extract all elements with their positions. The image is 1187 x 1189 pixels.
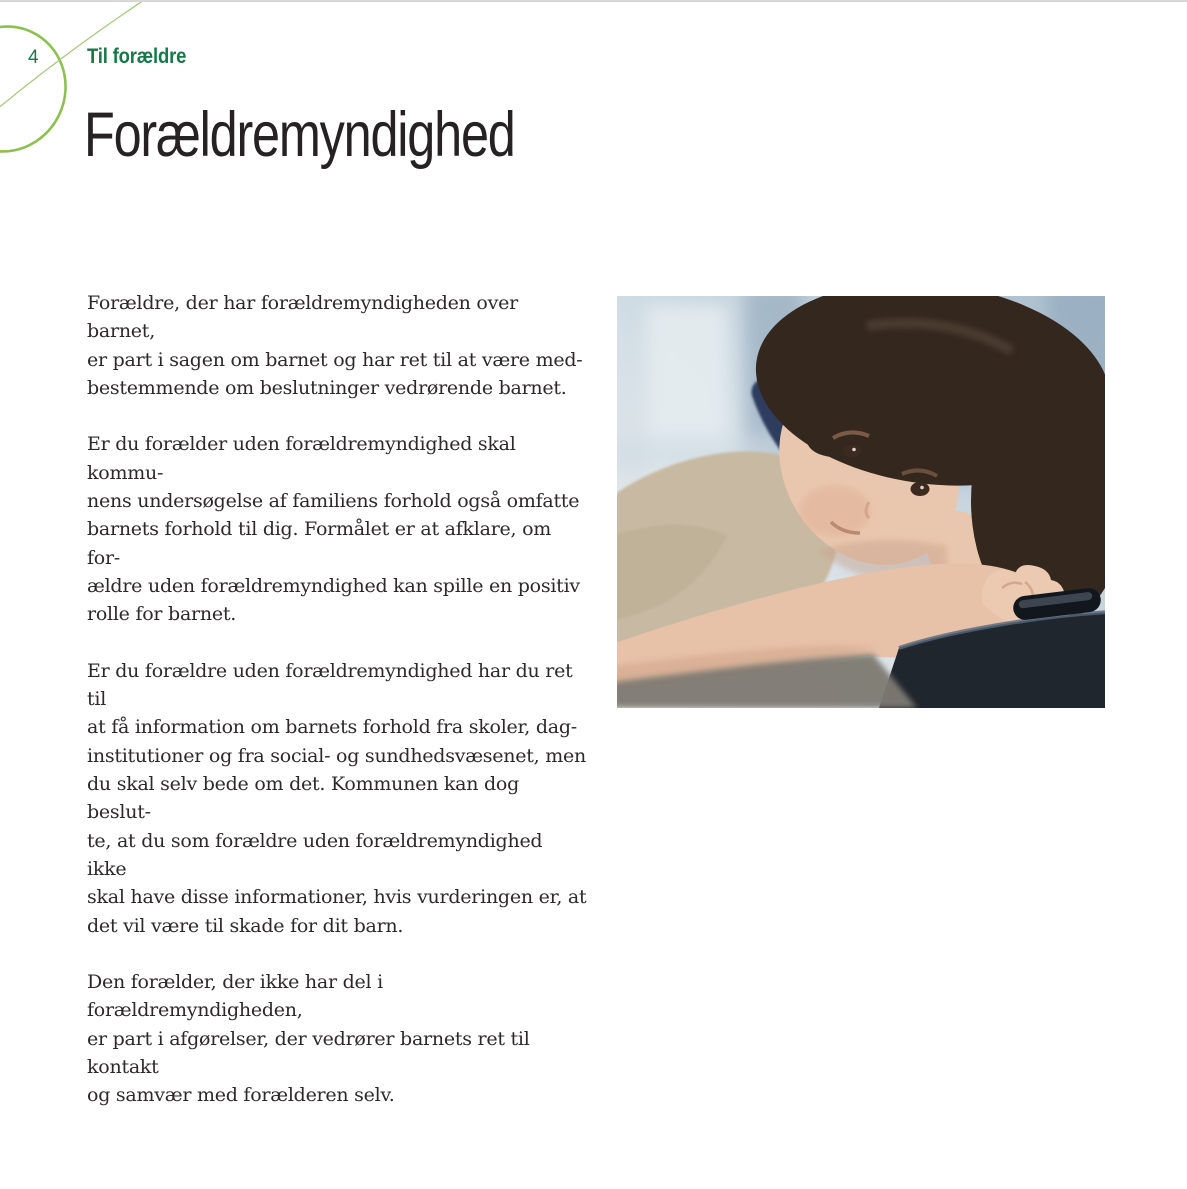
- paragraph: Er du forælder uden forældremyndighed skal kommu- nens undersøgelse af familiens forhold også omfatte barnets forhold til dig. Formålet er at afklare, om for- ældre uden forældremyndighed kan spille en positiv rolle for barnet.: [87, 433, 580, 626]
- top-border-line: [0, 0, 1187, 2]
- section-header: Til forældre: [87, 45, 187, 68]
- paragraph: Den forælder, der ikke har del i forældremyndigheden, er part i afgørelser, der vedrører barnets ret til kontakt og samvær med forælderen selv.: [87, 971, 530, 1107]
- page-number: 4: [28, 47, 39, 68]
- body-text: [87, 289, 587, 1138]
- page-title: Forældremyndighed: [84, 100, 515, 170]
- paragraph: Er du forældre uden forældremyndighed har du ret til at få information om barnets forhold fra skoler, dag- institutioner og fra social- og sundhedsvæsenet, men du skal selv bede om det. Kommunen kan dog beslut- te, at du som forældre uden forældremyndighed ikke skal have disse informationer, hvis vurderingen er, at det vil være til skade for dit barn.: [87, 659, 587, 937]
- paragraph: Forældre, der har forældremyndigheden over barnet, er part i sagen om barnet og har ret til at være med- bestemmende om beslutninger vedrørende barnet.: [87, 292, 583, 399]
- photo-boy-resting: [617, 296, 1105, 708]
